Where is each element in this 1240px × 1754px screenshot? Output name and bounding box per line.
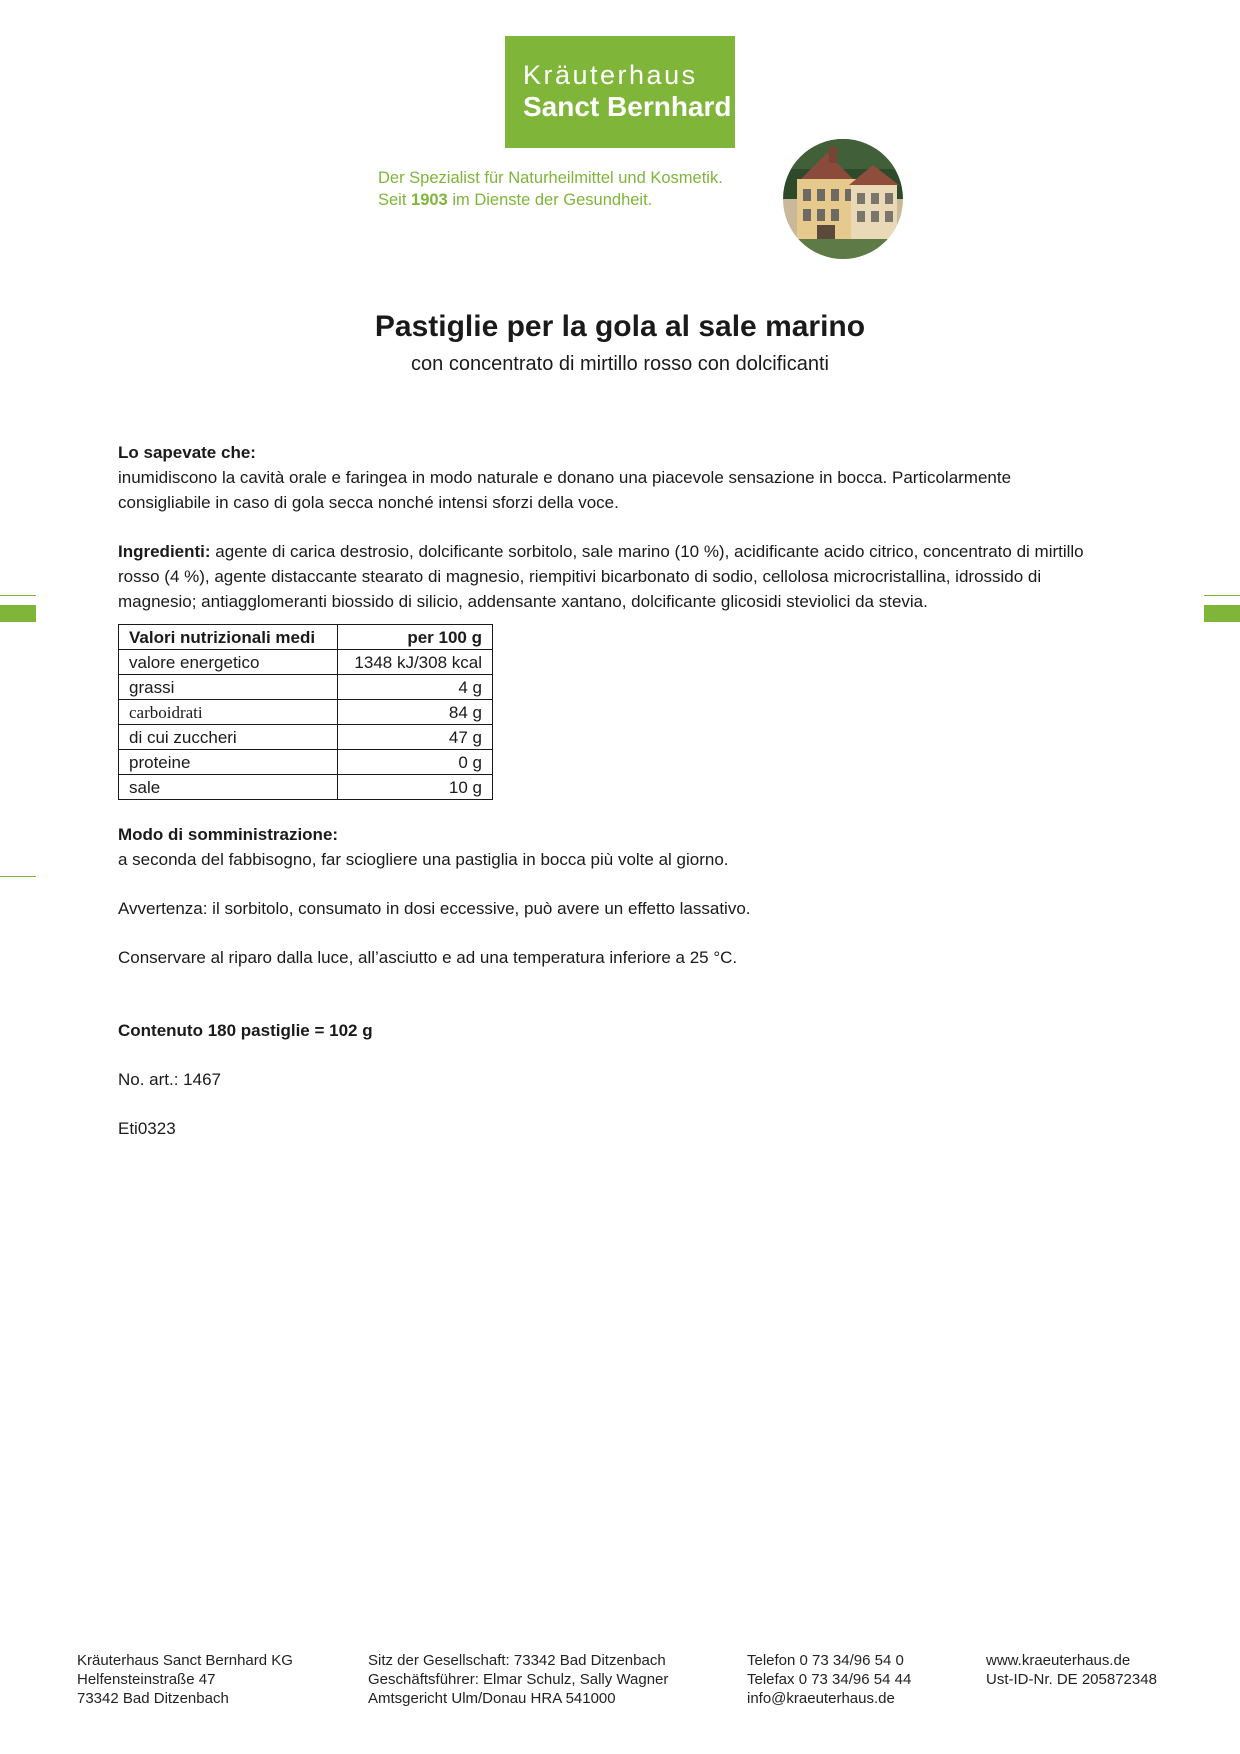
contents-text: Contenuto 180 pastiglie = 102 g [118, 1021, 373, 1040]
fold-mark-left-bar [0, 605, 36, 622]
nutrient-name: valore energetico [119, 650, 338, 675]
nutrient-name: proteine [119, 750, 338, 775]
table-row [119, 725, 493, 750]
building-photo [783, 139, 903, 259]
footer-web [986, 1651, 1157, 1689]
label-code: Eti0323 [118, 1119, 176, 1138]
brand-tagline [378, 167, 723, 211]
nutrient-value: 10 g [338, 775, 493, 800]
usage-text: a seconda del fabbisogno, far sciogliere una pastiglia in bocca più volte al giorno. [118, 850, 729, 869]
ingredients [118, 539, 1108, 614]
ingredients-text: agente di carica destrosio, dolcificante sorbitolo, sale marino (10 %), acidificante acido citrico, concentrato di mirtillo rosso (4 %), agente distaccante stearato di magnesio, riempitivi bicarbonato di sodio, cellolosa microcristallina, idrossido di magnesio; antiagglomeranti biossido di silicio, addensante xantano, dolcificante glicosidi steviolici da stevia. [118, 542, 1084, 611]
product-title: Pastiglie per la gola al sale marino [374, 310, 866, 343]
nutrient-value: 84 g [338, 700, 493, 725]
table-row [119, 775, 493, 800]
nutrient-name: sale [119, 775, 338, 800]
article-number: No. art.: 1467 [118, 1070, 222, 1089]
footer-contact [747, 1651, 911, 1708]
footer-street: Helfensteinstraße 47 [77, 1671, 216, 1688]
footer-email[interactable]: info@kraeuterhaus.de [747, 1690, 895, 1707]
nutrient-name: carboidrati [119, 700, 338, 725]
footer-company-name: Kräuterhaus Sanct Bernhard KG [77, 1652, 293, 1669]
table-row [119, 650, 493, 675]
nutrient-value: 4 g [338, 675, 493, 700]
nutrient-name: grassi [119, 675, 338, 700]
footer-fax: Telefax 0 73 34/96 54 44 [747, 1671, 912, 1688]
nutrient-value: 47 g [338, 725, 493, 750]
footer-court: Amtsgericht Ulm/Donau HRA 541000 [368, 1690, 616, 1707]
footer-seat: Sitz der Gesellschaft: 73342 Bad Ditzenbach [368, 1652, 666, 1669]
brand-logo [505, 36, 735, 148]
table-row [119, 750, 493, 775]
ingredients-label: Ingredienti: [118, 542, 211, 561]
tagline-line2: Seit 1903 im Dienste der Gesundheit. [378, 191, 653, 209]
table-row [119, 675, 493, 700]
footer-company [77, 1651, 293, 1708]
punch-mark-left [0, 876, 36, 877]
logo-line2: Sanct Bernhard [523, 91, 732, 122]
nutrient-value: 1348 kJ/308 kcal [338, 650, 493, 675]
footer-city: 73342 Bad Ditzenbach [77, 1690, 229, 1707]
footer-vat-id: Ust-ID-Nr. DE 205872348 [986, 1671, 1157, 1688]
tagline-line1: Der Spezialist für Naturheilmittel und Kosmetik. [378, 169, 723, 187]
logo-line1: Kräuterhaus [523, 60, 698, 90]
table-row [119, 700, 493, 725]
nutrition-header-label: Valori nutrizionali medi [119, 625, 338, 650]
nutrient-name: di cui zuccheri [119, 725, 338, 750]
nutrition-table [118, 624, 493, 800]
nutrition-header-value: per 100 g [338, 625, 493, 650]
info-heading: Lo sapevate che: [118, 443, 256, 462]
fold-mark-right-line [1204, 595, 1240, 596]
warning-text: Avvertenza: il sorbitolo, consumato in dosi eccessive, può avere un effetto lassativo. [118, 899, 751, 918]
footer-managers: Geschäftsführer: Elmar Schulz, Sally Wagner [368, 1671, 669, 1688]
nutrient-value: 0 g [338, 750, 493, 775]
product-subtitle: con concentrato di mirtillo rosso con dolcificanti [411, 353, 829, 375]
footer-website-link[interactable]: www.kraeuterhaus.de [986, 1652, 1131, 1669]
footer-phone: Telefon 0 73 34/96 54 0 [747, 1652, 904, 1669]
info-text: inumidiscono la cavità orale e faringea in modo naturale e donano una piacevole sensazione in bocca. Particolarmente consigliabile in caso di gola secca nonché intensi sforzi della voce. [118, 468, 1012, 512]
label-content [118, 440, 1108, 1141]
usage-heading: Modo di somministrazione: [118, 825, 339, 844]
nutrition-header-row [119, 625, 493, 650]
footer-legal [368, 1651, 668, 1708]
fold-mark-left-line [0, 595, 36, 596]
fold-mark-right-bar [1204, 605, 1240, 622]
storage-text: Conservare al riparo dalla luce, all’asciutto e ad una temperatura inferiore a 25 °C. [118, 948, 738, 967]
